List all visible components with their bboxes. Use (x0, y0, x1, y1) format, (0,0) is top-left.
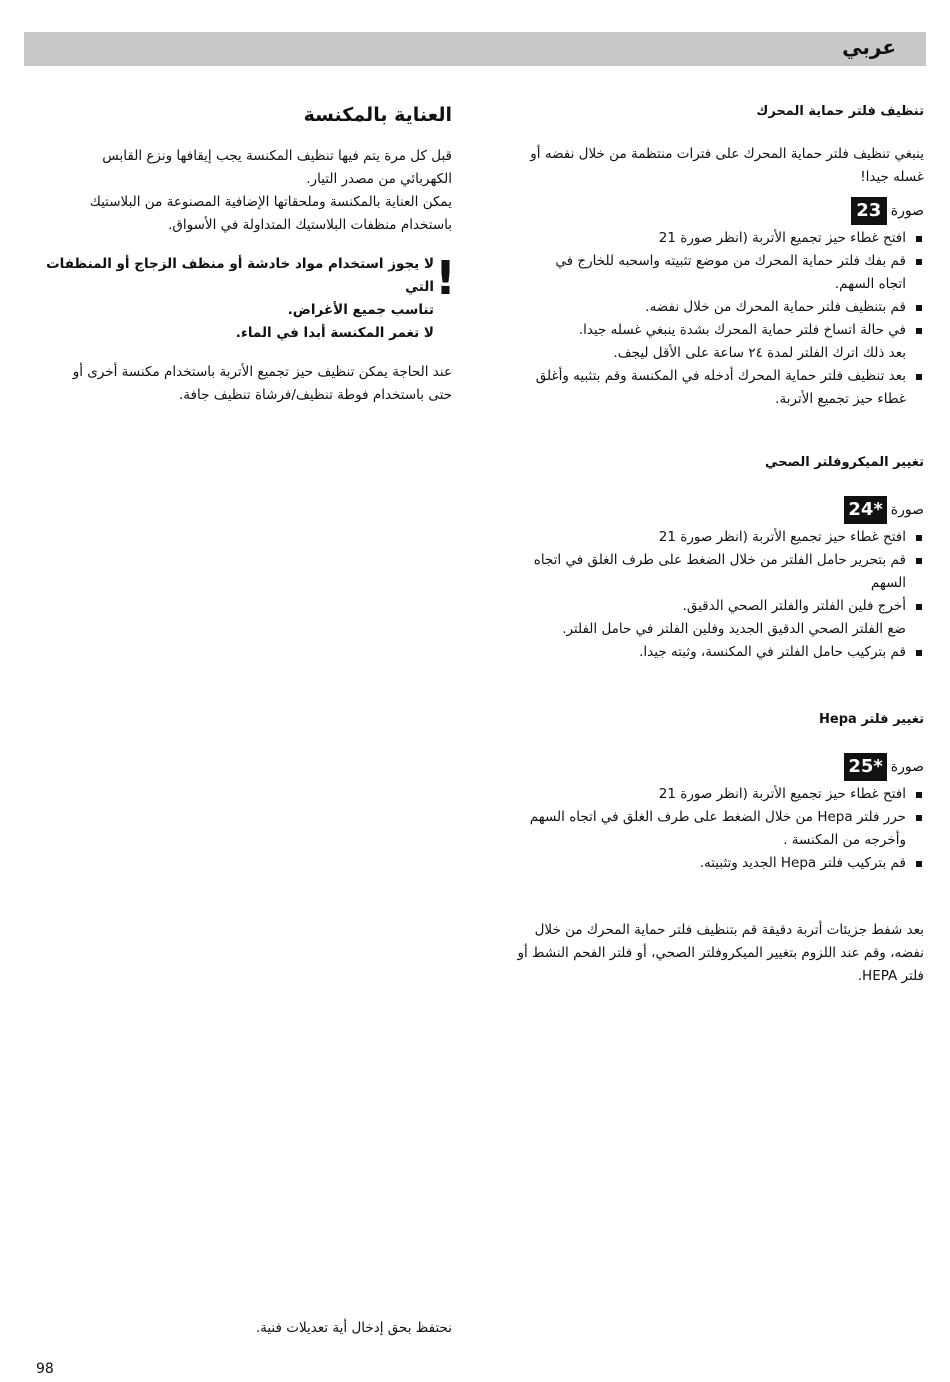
care-para-3-line-2: حتى باستخدام فوطة تنظيف/فرشاة تنظيف جافة. (179, 387, 452, 403)
warning-line-3: لا تغمر المكنسة أبدا في الماء. (235, 325, 434, 341)
list-item-continuation: اتجاه السهم. (834, 276, 906, 292)
care-para-2-line-1: يمكن العناية بالمكنسة وملحقاتها الإضافية المصنوعة من البلاستيك (89, 194, 452, 210)
page-number: 98 (36, 1361, 54, 1377)
list-item-continuation: السهم (870, 575, 906, 591)
list-item-continuation: ضع الفلتر الصحي الدقيق الجديد وفلين الفلتر في حامل الفلتر. (562, 621, 906, 637)
closing-note-line-1: بعد شفط جزيئات أتربة دقيقة قم بتنظيف فلتر حماية المحرك من خلال (534, 922, 924, 938)
warning-line-2: تناسب جميع الأغراض. (287, 302, 434, 318)
motor-filter-steps (500, 227, 924, 411)
spacer (500, 664, 924, 708)
figure-reference-23 (500, 195, 924, 227)
exclamation-icon: ! (435, 251, 456, 305)
hepa-steps (500, 783, 924, 875)
left-column (36, 100, 456, 407)
list-item: أخرج فلين الفلتر والفلتر الصحي الدقيق. (500, 595, 924, 618)
figure-label: صورة (890, 202, 924, 219)
language-header-bar (24, 32, 926, 66)
page-title: العناية بالمكنسة (303, 104, 452, 126)
warning-block (36, 251, 456, 345)
figure-label: صورة (890, 501, 924, 518)
spacer (500, 875, 924, 919)
motor-filter-intro-line-1: ينبغي تنظيف فلتر حماية المحرك على فترات منتظمة من خلال نفضه أو (530, 146, 924, 162)
figure-reference-24 (500, 494, 924, 526)
list-item: افتح غطاء حيز تجميع الأتربة (انظر صورة 21 (500, 783, 924, 806)
list-item: في حالة اتساخ فلتر حماية المحرك بشدة ينبغي غسله جيدا. (500, 319, 924, 342)
section-title-microfilter: تغيير الميكروفلتر الصحي (765, 455, 924, 470)
list-item: قم بتحرير حامل الفلتر من خلال الضغط على طرف الغلق في اتجاه (500, 549, 924, 572)
spacer (500, 411, 924, 451)
figure-number-badge: 24* (844, 496, 886, 524)
figure-label: صورة (890, 758, 924, 775)
figure-number-badge: 25* (844, 753, 886, 781)
right-column (500, 100, 924, 988)
spacer (36, 345, 452, 361)
list-item: افتح غطاء حيز تجميع الأتربة (انظر صورة 21 (500, 526, 924, 549)
closing-note-line-3: فلتر HEPA. (857, 968, 924, 984)
care-para-2-line-2: باستخدام منظفات البلاستيك المتداولة في الأسواق. (168, 217, 452, 233)
list-item-continuation: وأخرجه من المكنسة . (783, 832, 906, 848)
list-item: حرر فلتر Hepa من خلال الضغط على طرف الغلق في اتجاه السهم (500, 806, 924, 829)
care-para-1-line-2: الكهربائي من مصدر التيار. (306, 171, 452, 187)
list-item-continuation: بعد ذلك اترك الفلتر لمدة ٢٤ ساعة على الأقل ليجف. (613, 345, 906, 361)
section-title-hepa: تغيير فلتر Hepa (819, 712, 924, 727)
care-para-3-line-1: عند الحاجة يمكن تنظيف حيز تجميع الأتربة باستخدام مكنسة أخرى أو (72, 364, 452, 380)
list-item: قم بتنظيف فلتر حماية المحرك من خلال نفضه. (500, 296, 924, 319)
list-item: قم بفك فلتر حماية المحرك من موضع تثبيته واسحبه للخارج في (500, 250, 924, 273)
language-label: عربي (842, 35, 896, 59)
warning-text (36, 253, 434, 345)
list-item: افتح غطاء حيز تجميع الأتربة (انظر صورة 21 (500, 227, 924, 250)
figure-reference-25 (500, 751, 924, 783)
motor-filter-intro-line-2: غسله جيدا! (860, 169, 924, 185)
technical-changes-note: نحتفظ بحق إدخال أية تعديلات فنية. (255, 1320, 452, 1336)
warning-line-1: لا يجوز استخدام مواد خادشة أو منظف الزجاج أو المنظفات التي (46, 256, 434, 295)
figure-number-badge: 23 (851, 197, 887, 225)
care-para-1-line-1: قبل كل مرة يتم فيها تنظيف المكنسة يجب إيقافها ونزع القابس (102, 148, 452, 164)
list-item: بعد تنظيف فلتر حماية المحرك أدخله في المكنسة وقم بتثبيه وأغلق (500, 365, 924, 388)
list-item: قم بتركيب حامل الفلتر في المكنسة، وثبته جيدا. (500, 641, 924, 664)
section-title-motor-filter: تنظيف فلتر حماية المحرك (756, 104, 924, 119)
closing-note-line-2: نفضه، وقم عند اللزوم بتغيير الميكروفلتر الصحي، أو فلتر الفحم النشط أو (517, 945, 924, 961)
list-item: قم بتركيب فلتر Hepa الجديد وتثبيته. (500, 852, 924, 875)
microfilter-steps (500, 526, 924, 664)
list-item-continuation: غطاء حيز تجميع الأتربة. (775, 391, 906, 407)
